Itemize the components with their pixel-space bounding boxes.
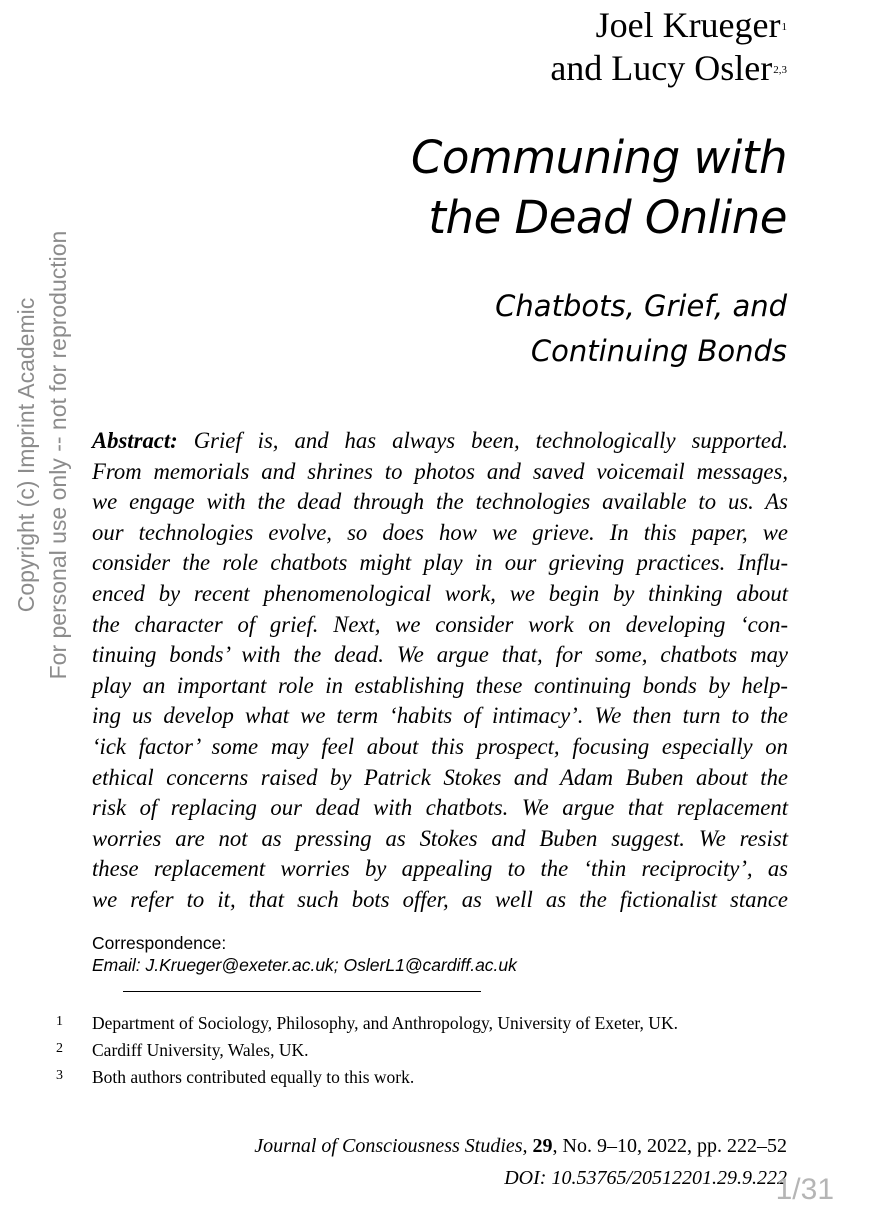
abstract-line: From memorials and shrines to photos and saved voicemail messages,	[92, 458, 788, 484]
abstract-line: ethical concerns raised by Patrick Stokes and Adam Buben about the	[92, 764, 788, 790]
footnote-text: Department of Sociology, Philosophy, and Anthropology, University of Exeter, UK.	[92, 1013, 678, 1033]
footnote-text: Both authors contributed equally to this work.	[92, 1067, 415, 1087]
abstract	[92, 426, 788, 916]
footnote-number: 2	[56, 1041, 63, 1056]
footnote-number: 3	[56, 1068, 63, 1083]
abstract-line	[92, 426, 788, 457]
journal-citation	[254, 1130, 787, 1194]
abstract-line: play an important role in establishing these continuing bonds by help-	[92, 672, 788, 698]
correspondence-label: Correspondence:	[92, 933, 227, 953]
abstract-line: we refer to it, that such bots offer, as well as the fictionalist stance	[92, 886, 788, 912]
copyright-watermark	[10, 195, 80, 715]
abstract-label: Abstract:	[92, 428, 178, 453]
abstract-line: risk of replacing our dead with chatbots. We argue that replacement	[92, 795, 788, 821]
journal-doi: DOI: 10.53765/20512201.29.9.222	[504, 1167, 787, 1189]
footnotes	[56, 1010, 678, 1091]
subtitle-line-2: Continuing Bonds	[530, 334, 787, 368]
abstract-line: ‘ick factor’ some may feel about this prospect, focusing especially on	[92, 733, 788, 759]
author-name-osler: and Lucy Osler	[550, 48, 773, 88]
journal-volume: 29	[532, 1135, 553, 1157]
author-line-1	[550, 4, 787, 47]
author-affiliation-mark: 2,3	[773, 64, 787, 76]
abstract-line: enced by recent phenomenological work, we begin by thinking about	[92, 580, 788, 606]
abstract-line: ing us develop what we term ‘habits of intimacy’. We then turn to the	[92, 703, 788, 729]
author-affiliation-mark: 1	[781, 21, 787, 33]
abstract-line: the character of grief. Next, we consider work on developing ‘con-	[92, 611, 788, 637]
journal-line	[254, 1130, 787, 1162]
page-indicator: 1/31	[775, 1173, 834, 1206]
abstract-line-text: Grief is, and has always been, technologically supported.	[177, 428, 788, 453]
footnote-item	[56, 1037, 678, 1064]
journal-details: , No. 9–10, 2022, pp. 222–52	[552, 1135, 787, 1157]
subtitle-line-1: Chatbots, Grief, and	[495, 289, 787, 323]
title-line-1: Communing with	[410, 131, 787, 184]
watermark-line-2: For personal use only -- not for reproduction	[45, 230, 71, 680]
doi-line	[254, 1162, 787, 1194]
watermark-line-1: Copyright (c) Imprint Academic	[13, 297, 39, 613]
footnote-number: 1	[56, 1014, 63, 1029]
correspondence-block	[92, 932, 517, 976]
footnote-divider	[123, 991, 481, 992]
paper-subtitle	[495, 284, 787, 374]
abstract-line: tinuing bonds’ with the dead. We argue that, for some, chatbots may	[92, 642, 788, 668]
footnote-item	[56, 1064, 678, 1091]
abstract-line: worries are not as pressing as Stokes and Buben suggest. We resist	[92, 825, 788, 851]
correspondence-email: Email: J.Krueger@exeter.ac.uk; OslerL1@cardiff.ac.uk	[92, 955, 517, 975]
footnote-text: Cardiff University, Wales, UK.	[92, 1040, 309, 1060]
title-line-2: the Dead Online	[428, 191, 787, 244]
abstract-line: we engage with the dead through the technologies available to us. As	[92, 489, 788, 515]
abstract-line: these replacement worries by appealing to the ‘thin reciprocity’, as	[92, 856, 788, 882]
paper-title	[411, 128, 787, 248]
author-name-krueger: Joel Krueger	[595, 5, 781, 45]
footnote-item	[56, 1010, 678, 1037]
abstract-line: our technologies evolve, so does how we grieve. In this paper, we	[92, 519, 788, 545]
author-line-2	[550, 47, 787, 90]
abstract-line: consider the role chatbots might play in our grieving practices. Influ-	[92, 550, 788, 576]
journal-name: Journal of Consciousness Studies,	[254, 1135, 528, 1157]
author-block	[550, 4, 787, 90]
